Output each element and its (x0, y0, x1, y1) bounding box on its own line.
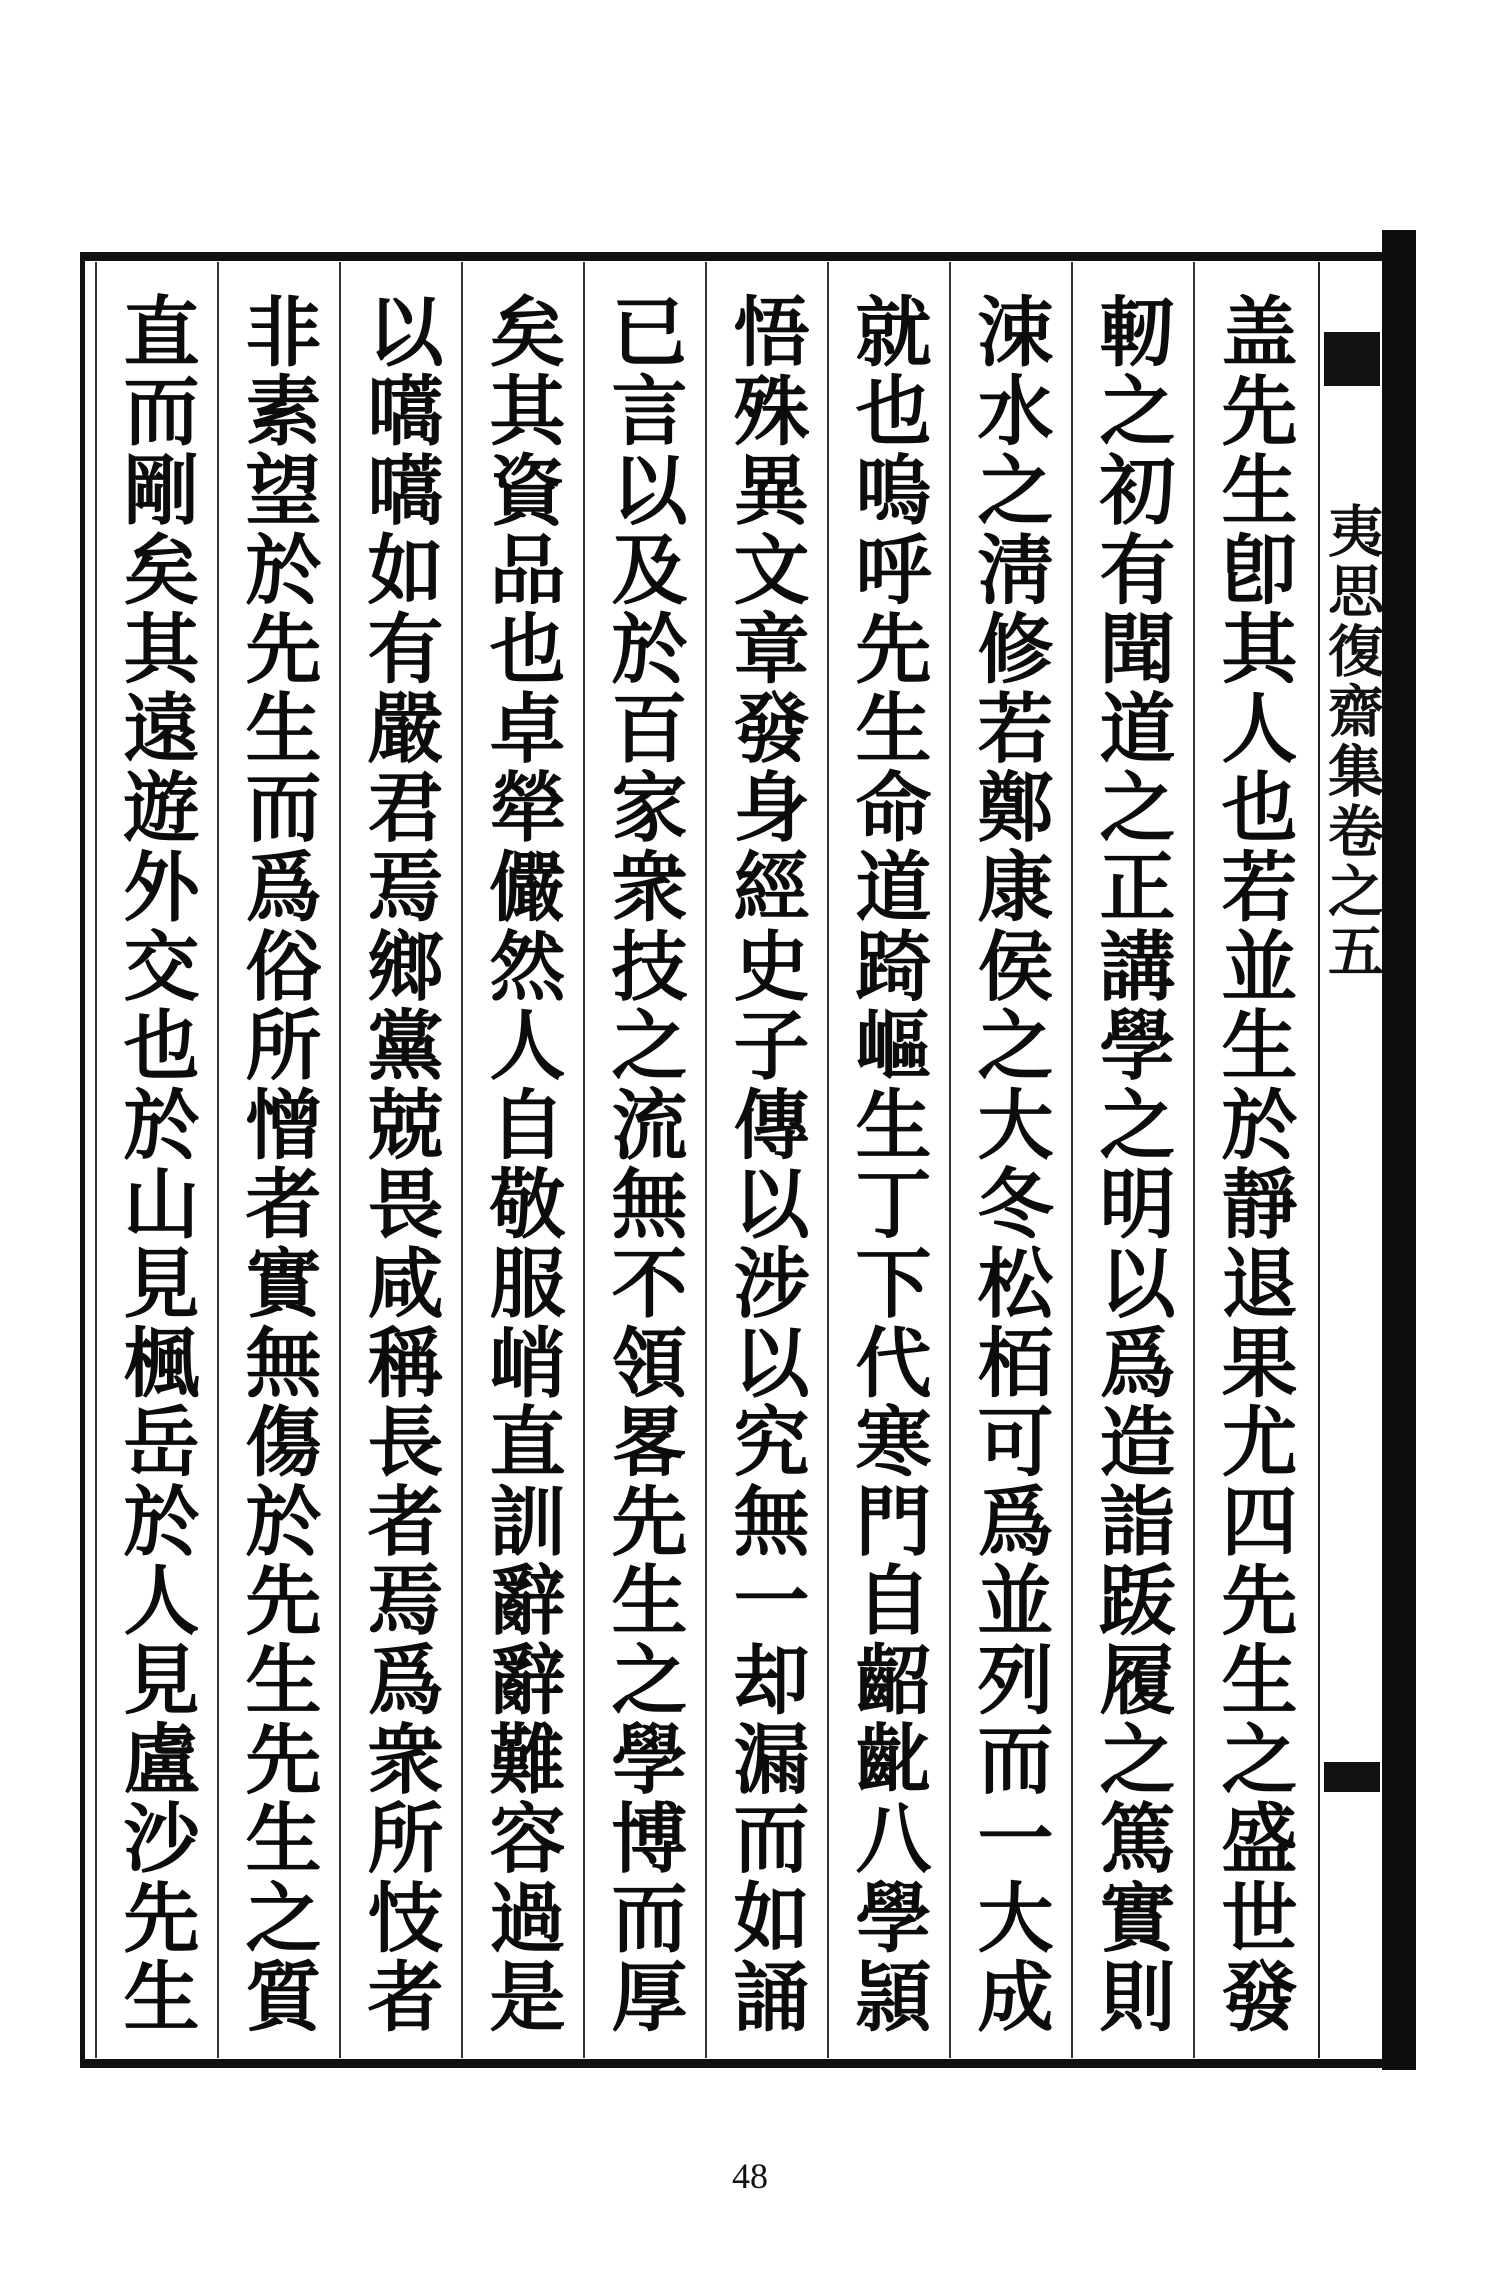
column-text-2: 軔之初有聞道之正講學之明以爲造詣䟦履之篤實則 (1087, 291, 1176, 2037)
fold-title: 夷思復齋集卷之五 (1319, 502, 1385, 982)
text-column-7 (461, 262, 579, 2058)
text-column-10 (95, 262, 213, 2058)
column-text-8: 以嚆嚆如有嚴君焉鄉黨兢畏咸稱長者焉爲衆所忮者 (355, 291, 444, 2037)
fold-center-column (1318, 262, 1385, 2058)
text-column-8 (339, 262, 457, 2058)
page-number: 48 (732, 2156, 768, 2196)
fold-fish-tail-mark (1324, 332, 1380, 386)
text-columns (95, 262, 1315, 2058)
text-column-1 (1193, 262, 1311, 2058)
column-text-1: 盖先生卽其人也若並生於靜退果尤四先生之盛世發 (1209, 291, 1298, 2037)
text-column-2 (1071, 262, 1189, 2058)
text-column-4 (827, 262, 945, 2058)
column-text-7: 矣其資品也卓犖儼然人自敬服峭直訓辭辭難容過是 (477, 291, 566, 2037)
text-column-3 (949, 262, 1067, 2058)
column-text-3: 涑水之淸修若鄭康侯之大冬松栢可爲並列而一大成 (965, 291, 1054, 2037)
fold-lower-mark (1324, 1762, 1380, 1792)
column-text-6: 已言以及於百家衆技之流無不領畧先生之學博而厚 (599, 291, 688, 2037)
column-text-4: 就也嗚呼先生命道踦嶇生丁下代寒門自齠齔八學頴 (843, 291, 932, 2037)
text-column-9 (217, 262, 335, 2058)
text-column-6 (583, 262, 701, 2058)
frame-right-edge (1382, 230, 1416, 2070)
column-text-9: 非素望於先生而爲俗所憎者實無傷於先生先生之質 (233, 291, 322, 2037)
column-text-10: 直而剛矣其遠遊外交也於山見楓岳於人見盧沙先生 (111, 291, 200, 2037)
column-text-5: 悟殊異文章發身經史子傳以涉以究無一却漏而如誦 (721, 291, 810, 2037)
text-column-5 (705, 262, 823, 2058)
